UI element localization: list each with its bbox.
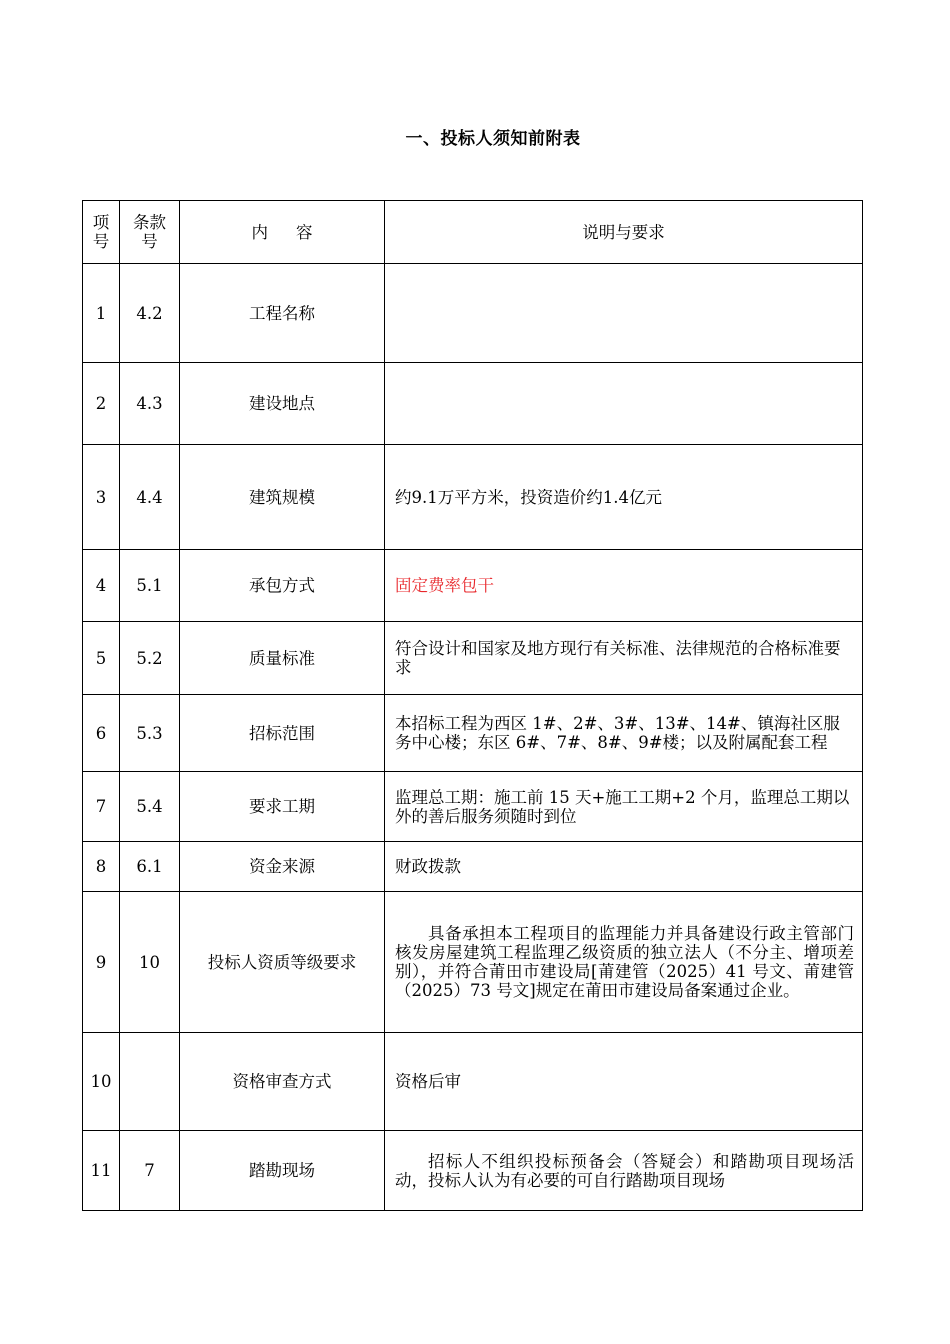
row-content: 招标范围 bbox=[180, 695, 385, 772]
row-clause-no: 5.2 bbox=[120, 622, 180, 695]
row-content: 资格审查方式 bbox=[180, 1033, 385, 1131]
row-description: 监理总工期：施工前 15 天+施工工期+2 个月，监理总工期以外的善后服务须随时到位 bbox=[385, 772, 863, 842]
row-content: 建设地点 bbox=[180, 363, 385, 445]
row-clause-no: 4.4 bbox=[120, 445, 180, 550]
row-description: 本招标工程为西区 1#、2#、3#、13#、14#、镇海社区服务中心楼；东区 6#、7#、8#、9#楼；以及附属配套工程 bbox=[385, 695, 863, 772]
row-clause-no: 4.3 bbox=[120, 363, 180, 445]
table-row bbox=[83, 363, 863, 445]
tender-notice-table bbox=[82, 200, 863, 1211]
row-item-no: 3 bbox=[83, 445, 120, 550]
header-clause-no-label: 条款号 bbox=[133, 213, 166, 251]
table-row bbox=[83, 892, 863, 1033]
row-item-no: 11 bbox=[83, 1131, 120, 1211]
row-item-no: 10 bbox=[83, 1033, 120, 1131]
table-row bbox=[83, 842, 863, 892]
header-clause-no bbox=[120, 201, 180, 264]
header-item-no bbox=[83, 201, 120, 264]
row-description bbox=[385, 264, 863, 363]
table-row bbox=[83, 445, 863, 550]
row-item-no: 4 bbox=[83, 550, 120, 622]
row-clause-no: 6.1 bbox=[120, 842, 180, 892]
row-description: 约9.1万平方米，投资造价约1.4亿元 bbox=[385, 445, 863, 550]
row-clause-no: 4.2 bbox=[120, 264, 180, 363]
table-row bbox=[83, 264, 863, 363]
row-item-no: 7 bbox=[83, 772, 120, 842]
header-item-no-label: 项号 bbox=[92, 213, 110, 251]
row-description bbox=[385, 1131, 863, 1211]
row-item-no: 6 bbox=[83, 695, 120, 772]
row-description-text: 具备承担本工程项目的监理能力并具备建设行政主管部门核发房屋建筑工程监理乙级资质的独立法人（不分主、增项差别），并符合莆田市建设局[莆建管（2025）41 号文、莆建管（2025）73 号文]规定在莆田市建设局备案通过企业。 bbox=[395, 924, 854, 1000]
row-clause-no: 10 bbox=[120, 892, 180, 1033]
row-description bbox=[385, 363, 863, 445]
row-description: 财政拨款 bbox=[385, 842, 863, 892]
row-clause-no: 5.4 bbox=[120, 772, 180, 842]
page-title: 一、投标人须知前附表 bbox=[405, 129, 581, 149]
row-item-no: 2 bbox=[83, 363, 120, 445]
row-content: 投标人资质等级要求 bbox=[180, 892, 385, 1033]
row-content: 工程名称 bbox=[180, 264, 385, 363]
row-content: 建筑规模 bbox=[180, 445, 385, 550]
table-row bbox=[83, 1033, 863, 1131]
header-content bbox=[180, 201, 385, 264]
header-description bbox=[385, 201, 863, 264]
table-row bbox=[83, 622, 863, 695]
row-item-no: 5 bbox=[83, 622, 120, 695]
row-item-no: 1 bbox=[83, 264, 120, 363]
table-header-row bbox=[83, 201, 863, 264]
table-row bbox=[83, 695, 863, 772]
row-content: 资金来源 bbox=[180, 842, 385, 892]
row-description bbox=[385, 892, 863, 1033]
row-clause-no: 5.3 bbox=[120, 695, 180, 772]
row-clause-no: 5.1 bbox=[120, 550, 180, 622]
row-clause-no: 7 bbox=[120, 1131, 180, 1211]
row-description: 符合设计和国家及地方现行有关标准、法律规范的合格标准要求 bbox=[385, 622, 863, 695]
row-content: 要求工期 bbox=[180, 772, 385, 842]
row-content: 质量标准 bbox=[180, 622, 385, 695]
row-item-no: 8 bbox=[83, 842, 120, 892]
row-clause-no bbox=[120, 1033, 180, 1131]
table-row bbox=[83, 550, 863, 622]
header-description-label: 说明与要求 bbox=[582, 222, 665, 242]
header-content-label: 内容 bbox=[251, 222, 341, 242]
table-row bbox=[83, 772, 863, 842]
row-description: 资格后审 bbox=[385, 1033, 863, 1131]
row-content: 踏勘现场 bbox=[180, 1131, 385, 1211]
table-row bbox=[83, 1131, 863, 1211]
row-description-highlight: 固定费率包干 bbox=[385, 550, 863, 622]
row-item-no: 9 bbox=[83, 892, 120, 1033]
row-description-text: 招标人不组织投标预备会（答疑会）和踏勘项目现场活动，投标人认为有必要的可自行踏勘项目现场 bbox=[395, 1151, 854, 1190]
row-content: 承包方式 bbox=[180, 550, 385, 622]
